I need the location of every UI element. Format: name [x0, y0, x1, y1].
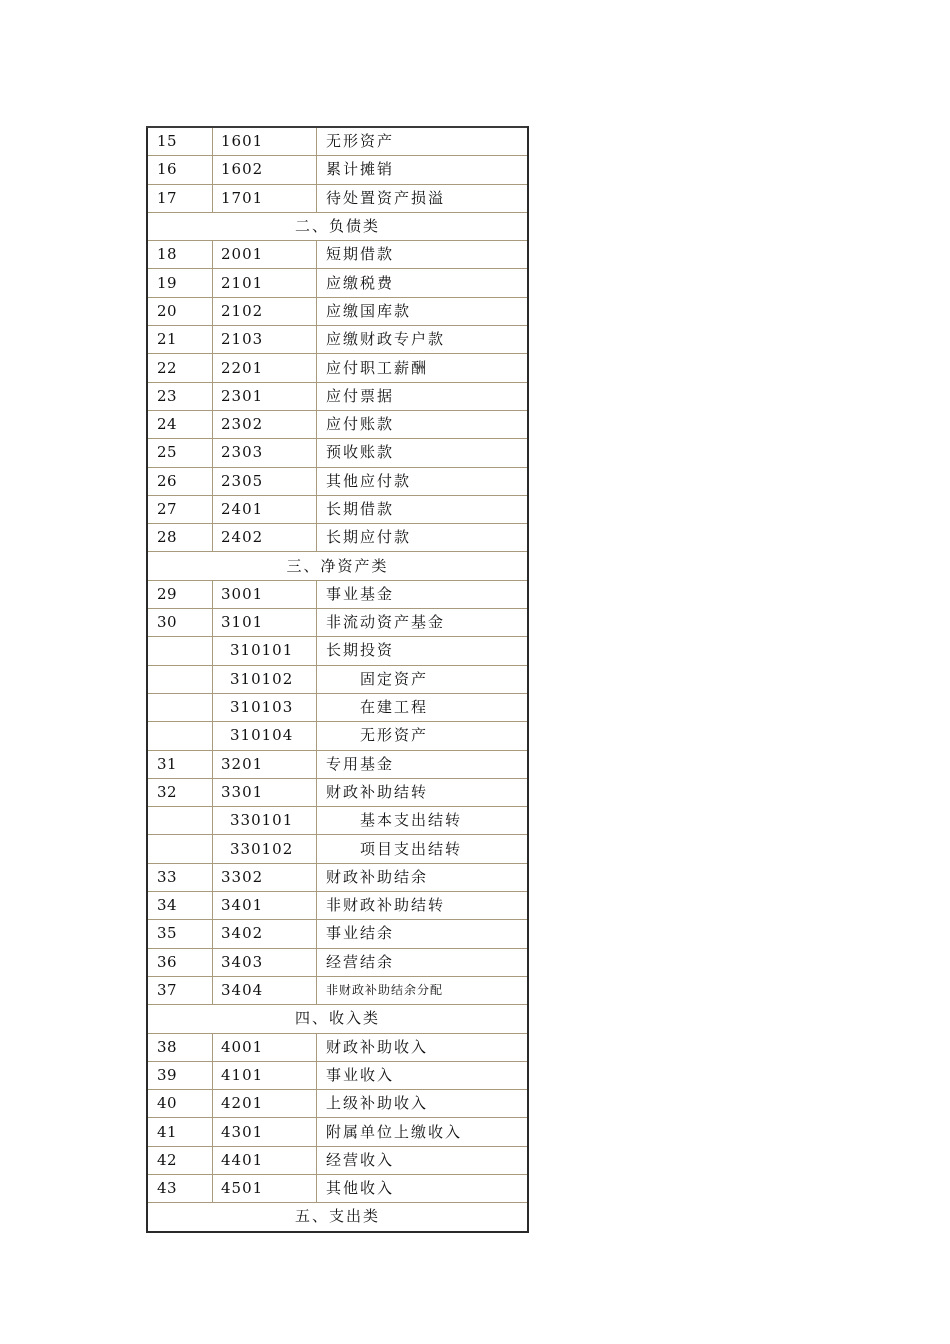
account-name-cell: 无形资产	[317, 722, 529, 750]
account-row	[147, 184, 528, 212]
sequence-cell: 34	[147, 892, 213, 920]
account-row	[147, 1118, 528, 1146]
category-heading: 四、收入类	[147, 1005, 528, 1033]
account-code-cell: 3201	[213, 750, 317, 778]
account-row	[147, 269, 528, 297]
account-name-cell: 无形资产	[317, 127, 529, 156]
account-name-cell: 待处置资产损溢	[317, 184, 529, 212]
account-name-cell: 财政补助收入	[317, 1033, 529, 1061]
account-name-cell: 非财政补助结余分配	[317, 976, 529, 1004]
account-code-cell: 3302	[213, 863, 317, 891]
subaccount-row	[147, 722, 528, 750]
sequence-cell: 18	[147, 241, 213, 269]
account-row	[147, 241, 528, 269]
accounts-table	[146, 126, 529, 1233]
account-name-cell: 上级补助收入	[317, 1090, 529, 1118]
account-name-cell: 事业结余	[317, 920, 529, 948]
sequence-cell: 38	[147, 1033, 213, 1061]
account-code-cell: 2101	[213, 269, 317, 297]
account-name-cell: 应付票据	[317, 382, 529, 410]
account-name-cell: 其他应付款	[317, 467, 529, 495]
account-code-cell: 330101	[213, 807, 317, 835]
account-name-cell: 应付职工薪酬	[317, 354, 529, 382]
account-code-cell: 1601	[213, 127, 317, 156]
sequence-cell: 25	[147, 439, 213, 467]
sequence-cell: 41	[147, 1118, 213, 1146]
account-name-cell: 非财政补助结转	[317, 892, 529, 920]
account-row	[147, 778, 528, 806]
account-row	[147, 156, 528, 184]
account-code-cell: 1701	[213, 184, 317, 212]
account-row	[147, 580, 528, 608]
account-name-cell: 基本支出结转	[317, 807, 529, 835]
subaccount-row	[147, 835, 528, 863]
account-code-cell: 2303	[213, 439, 317, 467]
sequence-cell: 28	[147, 524, 213, 552]
account-name-cell: 事业基金	[317, 580, 529, 608]
account-row	[147, 1090, 528, 1118]
sequence-cell: 24	[147, 410, 213, 438]
account-row	[147, 948, 528, 976]
account-code-cell: 3402	[213, 920, 317, 948]
category-row	[147, 212, 528, 240]
sequence-cell: 16	[147, 156, 213, 184]
account-code-cell: 3404	[213, 976, 317, 1004]
category-heading: 五、支出类	[147, 1203, 528, 1232]
account-code-cell: 2201	[213, 354, 317, 382]
sequence-cell: 30	[147, 609, 213, 637]
sequence-cell: 22	[147, 354, 213, 382]
account-name-cell: 应缴税费	[317, 269, 529, 297]
account-row	[147, 127, 528, 156]
category-row	[147, 1005, 528, 1033]
account-code-cell: 3401	[213, 892, 317, 920]
account-code-cell: 2302	[213, 410, 317, 438]
account-row	[147, 1061, 528, 1089]
account-code-cell: 2305	[213, 467, 317, 495]
account-code-cell: 4301	[213, 1118, 317, 1146]
account-code-cell: 4101	[213, 1061, 317, 1089]
category-heading: 三、净资产类	[147, 552, 528, 580]
account-row	[147, 892, 528, 920]
account-row	[147, 1174, 528, 1202]
account-code-cell: 2401	[213, 495, 317, 523]
account-row	[147, 1033, 528, 1061]
account-row	[147, 297, 528, 325]
account-code-cell: 330102	[213, 835, 317, 863]
subaccount-row	[147, 665, 528, 693]
account-code-cell: 4201	[213, 1090, 317, 1118]
account-code-cell: 310102	[213, 665, 317, 693]
account-row	[147, 326, 528, 354]
sequence-cell	[147, 693, 213, 721]
account-name-cell: 财政补助结余	[317, 863, 529, 891]
account-row	[147, 524, 528, 552]
account-row	[147, 410, 528, 438]
sequence-cell: 29	[147, 580, 213, 608]
account-row	[147, 750, 528, 778]
sequence-cell: 19	[147, 269, 213, 297]
sequence-cell: 21	[147, 326, 213, 354]
account-name-cell: 预收账款	[317, 439, 529, 467]
sequence-cell: 32	[147, 778, 213, 806]
account-code-cell: 310104	[213, 722, 317, 750]
sequence-cell: 42	[147, 1146, 213, 1174]
account-code-cell: 2102	[213, 297, 317, 325]
sequence-cell	[147, 637, 213, 665]
account-name-cell: 非流动资产基金	[317, 609, 529, 637]
account-code-cell: 3301	[213, 778, 317, 806]
sequence-cell: 15	[147, 127, 213, 156]
account-row	[147, 354, 528, 382]
account-name-cell: 附属单位上缴收入	[317, 1118, 529, 1146]
subaccount-row	[147, 807, 528, 835]
sequence-cell	[147, 835, 213, 863]
account-code-cell: 3001	[213, 580, 317, 608]
account-code-cell: 1602	[213, 156, 317, 184]
sequence-cell: 20	[147, 297, 213, 325]
accounts-table-body	[147, 127, 528, 1232]
account-code-cell: 2103	[213, 326, 317, 354]
sequence-cell: 17	[147, 184, 213, 212]
category-row	[147, 1203, 528, 1232]
account-code-cell: 4501	[213, 1174, 317, 1202]
sequence-cell: 43	[147, 1174, 213, 1202]
sequence-cell: 37	[147, 976, 213, 1004]
account-row	[147, 1146, 528, 1174]
sequence-cell	[147, 665, 213, 693]
sequence-cell	[147, 807, 213, 835]
account-code-cell: 3101	[213, 609, 317, 637]
account-name-cell: 经营结余	[317, 948, 529, 976]
account-row	[147, 609, 528, 637]
account-name-cell: 应付账款	[317, 410, 529, 438]
account-code-cell: 4001	[213, 1033, 317, 1061]
sequence-cell: 31	[147, 750, 213, 778]
account-name-cell: 短期借款	[317, 241, 529, 269]
account-code-cell: 4401	[213, 1146, 317, 1174]
account-row	[147, 495, 528, 523]
account-code-cell: 310103	[213, 693, 317, 721]
account-code-cell: 2301	[213, 382, 317, 410]
sequence-cell: 27	[147, 495, 213, 523]
subaccount-row	[147, 693, 528, 721]
sequence-cell: 36	[147, 948, 213, 976]
account-name-cell: 长期投资	[317, 637, 529, 665]
account-name-cell: 长期应付款	[317, 524, 529, 552]
account-name-cell: 财政补助结转	[317, 778, 529, 806]
account-name-cell: 专用基金	[317, 750, 529, 778]
sequence-cell: 39	[147, 1061, 213, 1089]
subaccount-row	[147, 637, 528, 665]
account-code-cell: 3403	[213, 948, 317, 976]
sequence-cell	[147, 722, 213, 750]
account-name-cell: 事业收入	[317, 1061, 529, 1089]
account-row	[147, 439, 528, 467]
account-name-cell: 项目支出结转	[317, 835, 529, 863]
account-row	[147, 863, 528, 891]
sequence-cell: 26	[147, 467, 213, 495]
account-name-cell: 应缴国库款	[317, 297, 529, 325]
account-name-cell: 其他收入	[317, 1174, 529, 1202]
account-name-cell: 累计摊销	[317, 156, 529, 184]
category-heading: 二、负债类	[147, 212, 528, 240]
account-name-cell: 应缴财政专户款	[317, 326, 529, 354]
sequence-cell: 40	[147, 1090, 213, 1118]
account-code-cell: 2402	[213, 524, 317, 552]
sequence-cell: 33	[147, 863, 213, 891]
account-code-cell: 2001	[213, 241, 317, 269]
account-name-cell: 固定资产	[317, 665, 529, 693]
account-row	[147, 467, 528, 495]
account-row	[147, 920, 528, 948]
account-name-cell: 经营收入	[317, 1146, 529, 1174]
account-code-cell: 310101	[213, 637, 317, 665]
sequence-cell: 35	[147, 920, 213, 948]
category-row	[147, 552, 528, 580]
account-name-cell: 在建工程	[317, 693, 529, 721]
sequence-cell: 23	[147, 382, 213, 410]
account-row	[147, 382, 528, 410]
account-name-cell: 长期借款	[317, 495, 529, 523]
account-row	[147, 976, 528, 1004]
